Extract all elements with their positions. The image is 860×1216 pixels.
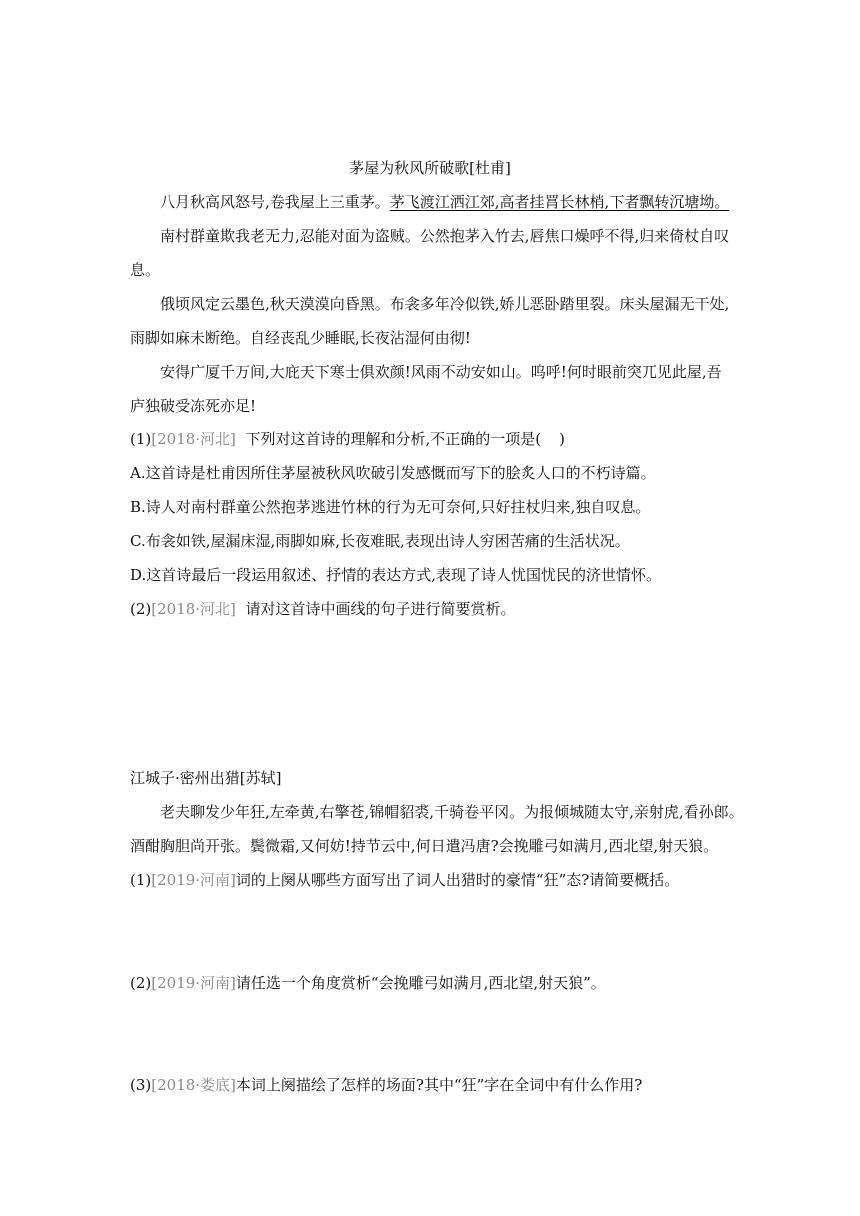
question-text: 下列对这首诗的理解和分析,不正确的一项是(	[245, 430, 542, 448]
poem1-title: 茅屋为秋风所破歌[杜甫]	[349, 159, 511, 177]
poem1-p1-plain: 八月秋高风怒号,卷我屋上三重茅。	[160, 193, 390, 211]
poem1-paragraph-4-line-1: 安得广厦千万间,大庇天下寒士俱欢颜!风雨不动安如山。呜呼!何时眼前突兀见此屋,吾	[160, 363, 722, 381]
question-2-3	[130, 1075, 730, 1095]
question-1-1	[130, 429, 730, 449]
question-number: (3)	[130, 1076, 152, 1094]
poem1-underlined-sentence: 茅飞渡江洒江郊,高者挂罥长林梢,下者飘转沉塘坳。	[389, 193, 730, 211]
question-number: (2)	[130, 600, 152, 618]
question-1-2	[130, 599, 730, 619]
poem2-line-1: 老夫聊发少年狂,左牵黄,右擎苍,锦帽貂裘,千骑卷平冈。为报倾城随太守,亲射虎,看孙郎。	[160, 803, 744, 821]
question-number: (1)	[130, 871, 152, 889]
option-b: B.诗人对南村群童公然抱茅逃进竹林的行为无可奈何,只好拄杖归来,独自叹息。	[130, 498, 651, 516]
poem1-paragraph-2-line-2: 息。	[130, 261, 161, 279]
question-source: [2018·河北]	[151, 600, 236, 618]
option-a: A.这首诗是杜甫因所住茅屋被秋风吹破引发感慨而写下的脍炙人口的不朽诗篇。	[130, 464, 656, 482]
poem1-paragraph-1	[160, 192, 740, 212]
question-2-1	[130, 870, 730, 890]
question-number: (1)	[130, 430, 152, 448]
question-text: 请对这首诗中画线的句子进行简要赏析。	[245, 600, 516, 618]
poem1-paragraph-2-line-1: 南村群童欺我老无力,忍能对面为盗贼。公然抱茅入竹去,唇焦口燥呼不得,归来倚杖自叹	[160, 227, 730, 245]
question-number: (2)	[130, 974, 152, 992]
question-text: 请任选一个角度赏析“会挽雕弓如满月,西北望,射天狼”。	[235, 974, 606, 992]
question-close-paren: )	[559, 430, 565, 448]
poem2-title: 江城子·密州出猎[苏轼]	[130, 769, 282, 787]
poem2-line-2: 酒酣胸胆尚开张。鬓微霜,又何妨!持节云中,何日遣冯唐?会挽雕弓如满月,西北望,射天狼。	[130, 837, 719, 855]
poem1-paragraph-4-line-2: 庐独破受冻死亦足!	[130, 397, 257, 415]
question-text: 词的上阕从哪些方面写出了词人出猎时的豪情“狂”态?请简要概括。	[235, 871, 680, 889]
option-c: C.布衾如铁,屋漏床湿,雨脚如麻,长夜难眠,表现出诗人穷困苦痛的生活状况。	[130, 532, 630, 550]
question-source: [2019·河南]	[151, 974, 236, 992]
poem1-paragraph-3-line-2: 雨脚如麻未断绝。自经丧乱少睡眠,长夜沾湿何由彻!	[130, 329, 471, 347]
question-source: [2018·河北]	[151, 430, 236, 448]
question-2-2	[130, 973, 730, 993]
poem1-paragraph-3-line-1: 俄顷风定云墨色,秋天漠漠向昏黑。布衾多年冷似铁,娇儿恶卧踏里裂。床头屋漏无干处,	[160, 295, 730, 313]
question-source: [2018·娄底]	[151, 1076, 236, 1094]
option-d: D.这首诗最后一段运用叙述、抒情的表达方式,表现了诗人忧国忧民的济世情怀。	[130, 566, 662, 584]
question-text: 本词上阕描绘了怎样的场面?其中“狂”字在全词中有什么作用?	[235, 1076, 643, 1094]
question-source: [2019·河南]	[151, 871, 236, 889]
